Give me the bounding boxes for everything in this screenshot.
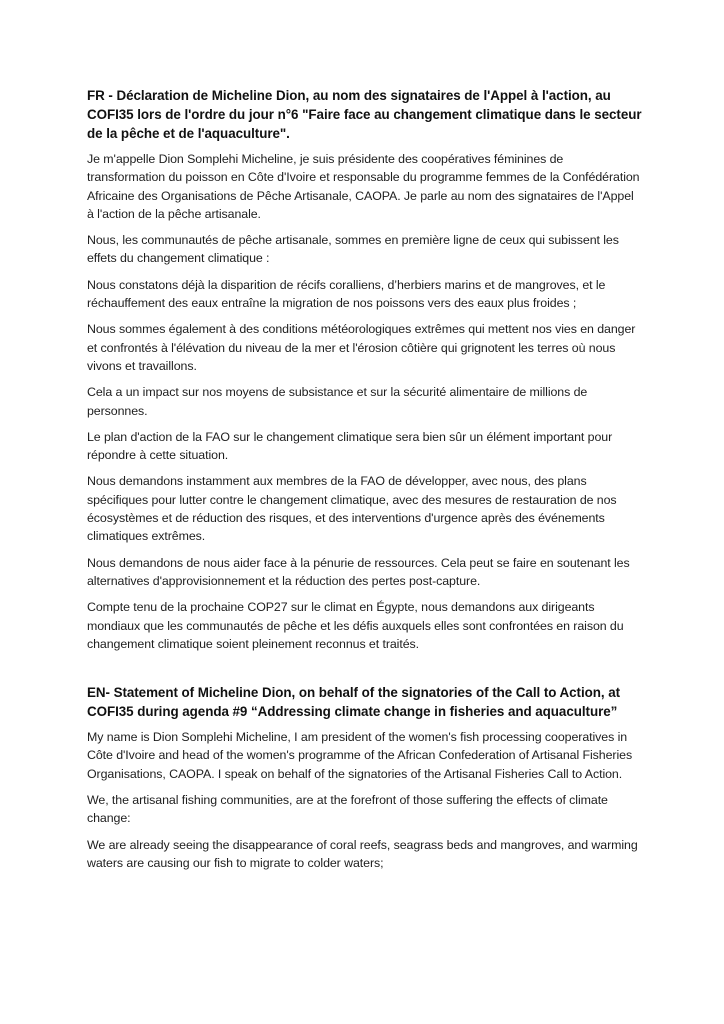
paragraph: Le plan d'action de la FAO sur le changement climatique sera bien sûr un élément important pour répondre à cette situation. bbox=[87, 429, 613, 463]
section-heading-en: EN- Statement of Micheline Dion, on behalf of the signatories of the Call to Action, at COFI35 during agenda #9 “Addressing climate change in fisheries and aquaculture” bbox=[87, 685, 621, 720]
paragraph: Cela a un impact sur nos moyens de subsistance et sur la sécurité alimentaire de millions de personnes. bbox=[87, 385, 588, 418]
section-en bbox=[87, 683, 643, 872]
section-fr bbox=[87, 86, 643, 653]
paragraph: Nous demandons instamment aux membres de la FAO de développer, avec nous, des plans spécifiques pour lutter contre le changement climatique, avec des mesures de restauration de nos écosystèmes et de réduction des risques, et des interventions d'urgence après des événements climatiques extrêmes. bbox=[87, 474, 617, 544]
document-page bbox=[87, 86, 643, 880]
paragraph: My name is Dion Somplehi Micheline, I am president of the women's fish processing cooperatives in Côte d'Ivoire and head of the women's programme of the African Confederation of Artisanal Fisheries Organisations, CAOPA. I speak on behalf of the signatories of the Artisanal Fisheries Call to Action. bbox=[87, 730, 633, 781]
paragraph: Je m'appelle Dion Somplehi Micheline, je suis présidente des coopératives féminines de transformation du poisson en Côte d'Ivoire et responsable du programme femmes de la Confédération Africaine des Organisations de Pêche Artisanale, CAOPA. Je parle au nom des signataires de l'Appel à l'action de la pêche artisanale. bbox=[87, 152, 640, 221]
section-heading-fr: FR - Déclaration de Micheline Dion, au nom des signataires de l'Appel à l'action, au COFI35 lors de l'ordre du jour n°6 "Faire face au changement climatique dans le secteur de la pêche et de l'aquaculture". bbox=[87, 88, 642, 141]
paragraph: We are already seeing the disappearance of coral reefs, seagrass beds and mangroves, and warming waters are causing our fish to migrate to colder waters; bbox=[87, 837, 638, 870]
paragraph: Nous sommes également à des conditions météorologiques extrêmes qui mettent nos vies en danger et confrontés à l'élévation du niveau de la mer et l'érosion côtière qui grignotent les terres où nous vivons et travaillons. bbox=[87, 322, 636, 373]
paragraph: Nous constatons déjà la disparition de récifs coralliens, d’herbiers marins et de mangroves, et le réchauffement des eaux entraîne la migration de nos poissons vers des eaux plus froides ; bbox=[87, 277, 606, 311]
paragraph: Nous demandons de nous aider face à la pénurie de ressources. Cela peut se faire en soutenant les alternatives d'approvisionnement et la réduction des pertes post-capture. bbox=[87, 555, 630, 588]
paragraph: Compte tenu de la prochaine COP27 sur le climat en Égypte, nous demandons aux dirigeants mondiaux que les communautés de pêche et les défis auxquels elles sont confrontées en raison du changement climatique soient pleinement reconnus et traités. bbox=[87, 600, 624, 651]
paragraph: Nous, les communautés de pêche artisanale, sommes en première ligne de ceux qui subissent les effets du changement climatique : bbox=[87, 233, 619, 266]
paragraph: We, the artisanal fishing communities, are at the forefront of those suffering the effects of climate change: bbox=[87, 793, 608, 826]
